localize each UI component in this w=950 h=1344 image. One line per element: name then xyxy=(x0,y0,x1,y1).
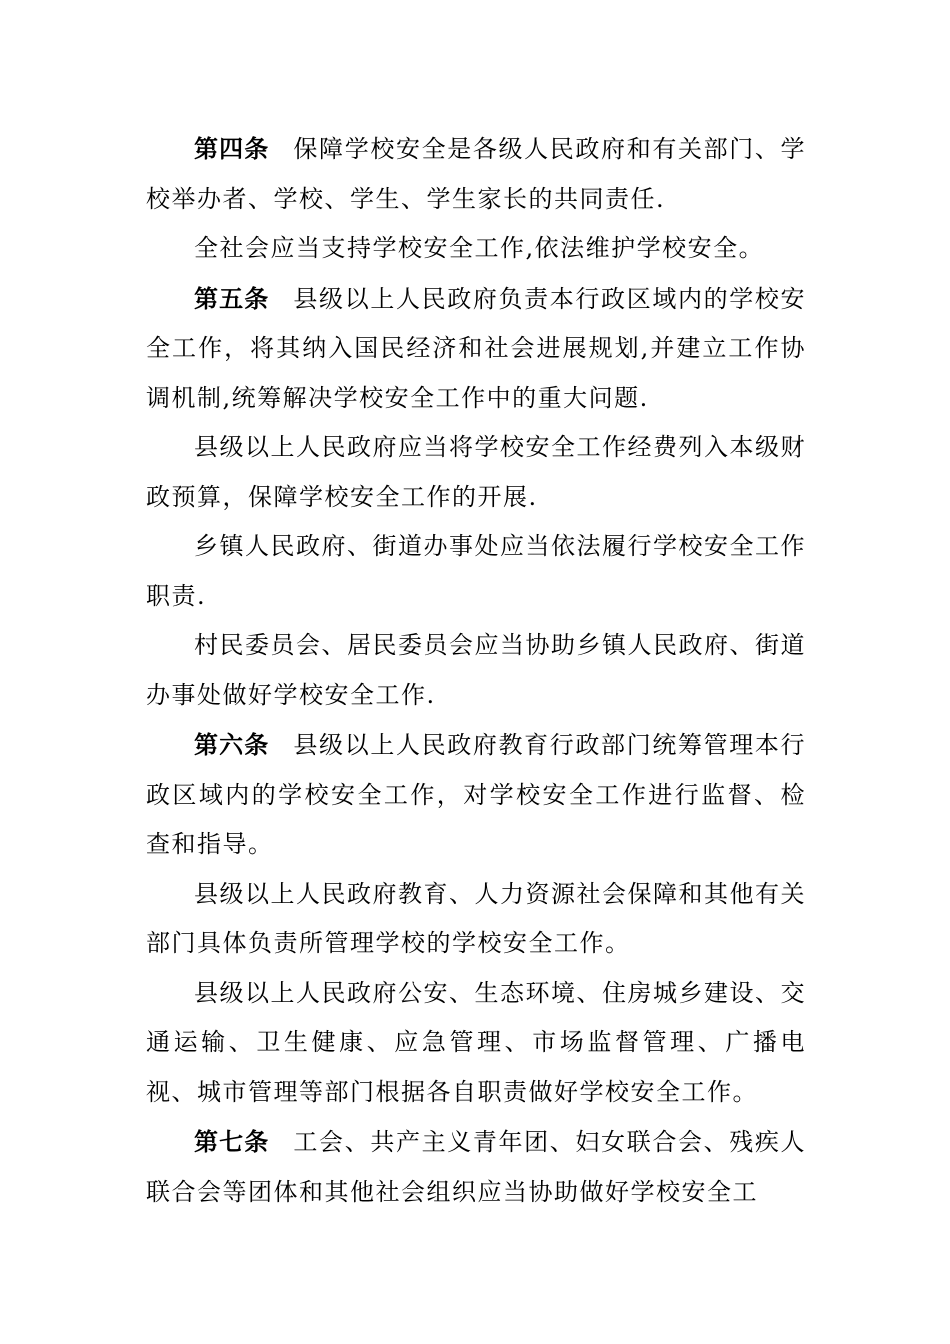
paragraph-article-6 xyxy=(146,720,806,870)
paragraph xyxy=(146,522,806,621)
paragraph xyxy=(146,621,806,720)
paragraph-text: 县级以上人民政府负责本行政区域内的学校安全工作，将其纳入国民经济和社会进展规划,并建立工作协调机制,统筹解决学校安全工作中的重大问题. xyxy=(146,284,807,412)
paragraph-text: 县级以上人民政府教育行政部门统筹管理本行政区域内的学校安全工作，对学校安全工作进行监督、检查和指导。 xyxy=(146,731,807,858)
paragraph xyxy=(146,870,806,969)
paragraph-text: 县级以上人民政府教育、人力资源社会保障和其他有关部门具体负责所管理学校的学校安全工作。 xyxy=(146,879,806,957)
paragraph xyxy=(146,224,806,274)
paragraph-text: 全社会应当支持学校安全工作,依法维护学校安全。 xyxy=(194,234,765,262)
document-page xyxy=(146,124,806,1217)
article-number: 第四条 xyxy=(194,134,270,163)
paragraph xyxy=(146,423,806,522)
paragraph-article-5 xyxy=(146,274,806,424)
paragraph-text: 乡镇人民政府、街道办事处应当依法履行学校安全工作职责. xyxy=(146,532,806,610)
paragraph-article-4 xyxy=(146,124,806,224)
article-number: 第六条 xyxy=(194,730,270,759)
paragraph-text: 村民委员会、居民委员会应当协助乡镇人民政府、街道办事处做好学校安全工作. xyxy=(146,631,806,709)
paragraph-text: 县级以上人民政府公安、生态环境、住房城乡建设、交通运输、卫生健康、应急管理、市场监督管理、广播电视、城市管理等部门根据各自职责做好学校安全工作。 xyxy=(146,978,806,1106)
paragraph xyxy=(146,969,806,1118)
article-number: 第五条 xyxy=(194,283,270,313)
paragraph-text: 县级以上人民政府应当将学校安全工作经费列入本级财政预算，保障学校安全工作的开展. xyxy=(146,433,806,511)
paragraph-article-7 xyxy=(146,1117,806,1217)
paragraph-text: 工会、共产主义青年团、妇女联合会、残疾人联合会等团体和其他社会组织应当协助做好学校安全工 xyxy=(146,1128,807,1206)
article-number: 第七条 xyxy=(194,1127,270,1156)
paragraph-text: 保障学校安全是各级人民政府和有关部门、学校举办者、学校、学生、学生家长的共同责任. xyxy=(146,135,807,213)
